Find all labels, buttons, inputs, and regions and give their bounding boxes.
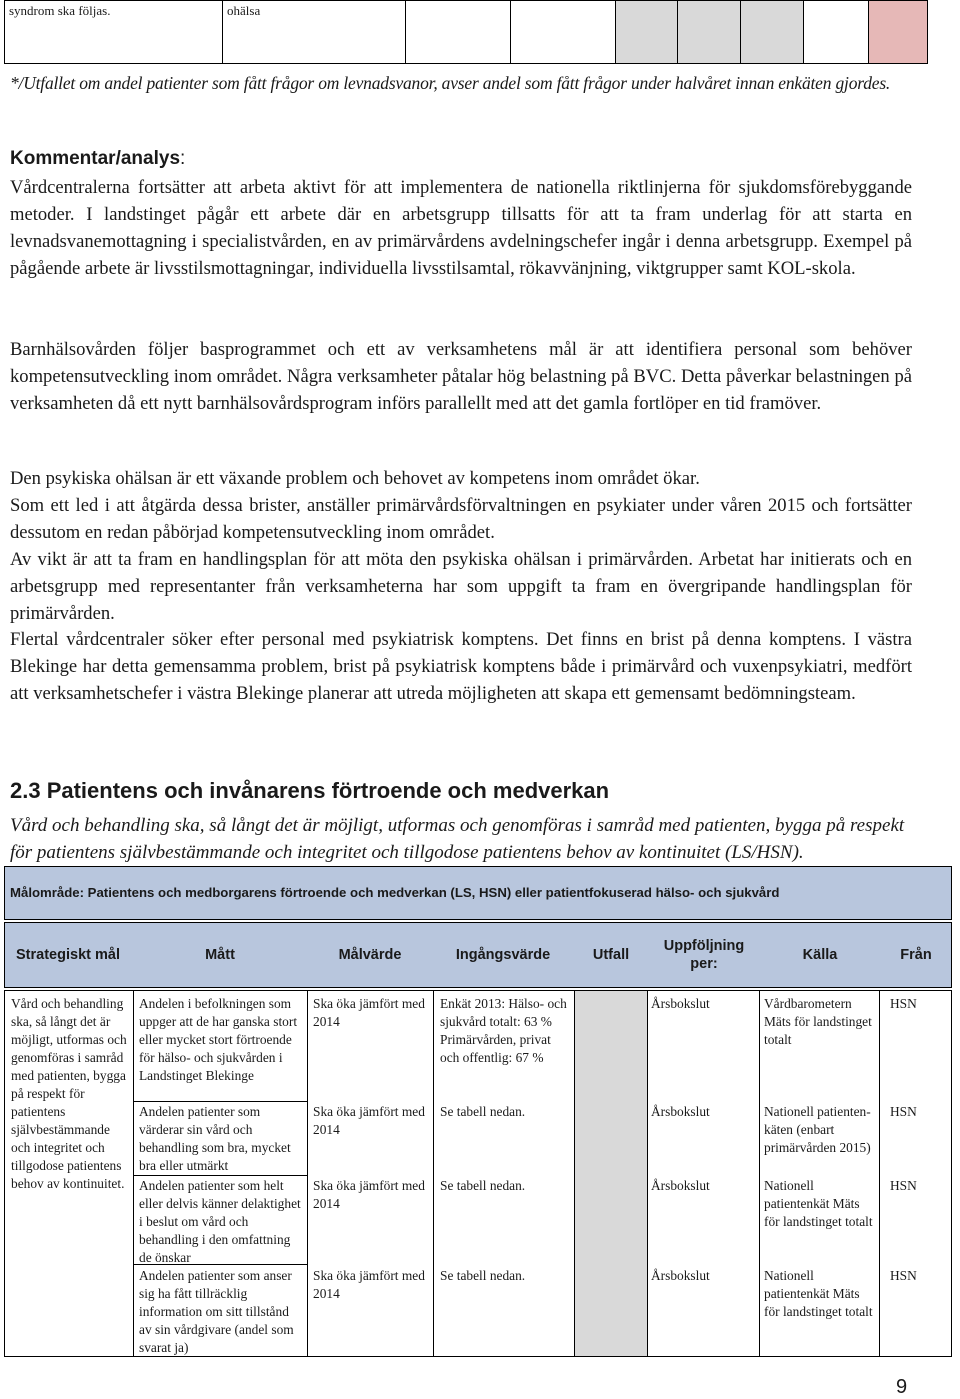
- top-table-cell-2-text: ohälsa: [227, 3, 261, 18]
- top-table-cell-1: [4, 0, 223, 64]
- row-divider: [133, 1101, 308, 1102]
- row2-matt: Andelen patienter som värderar sin vård och behandling som bra, mycket bra eller utmärkt: [139, 1104, 291, 1173]
- section-heading: 2.3 Patientens och invånarens förtroende och medverkan: [10, 778, 610, 803]
- top-table-cell-2: [222, 0, 406, 64]
- row4-kalla: Nationell patientenkät Mäts för landstinget totalt: [764, 1268, 873, 1319]
- paragraph-3c: Av vikt är att ta fram en handlingsplan för att möta den psykiska ohälsan i primärvården. Arbetat har initierats och en arbetsgrupp med representanter från verksamheterna har som uppgift ta fram en övergripande handlingsplan för primärvården.: [10, 549, 912, 624]
- row1-kalla: Vårdbarometern Mäts för landstinget totalt: [764, 996, 872, 1047]
- row1-ingangsvarde: Enkät 2013: Hälso- och sjukvård totalt: 63 % Primärvården, privat och offentlig: 67 %: [440, 996, 567, 1065]
- header-malvarde: Målvärde: [338, 947, 402, 963]
- col-divider: [759, 991, 760, 1356]
- col-divider: [433, 991, 434, 1356]
- col-divider: [133, 991, 134, 1356]
- row2-ingangsvarde: Se tabell nedan.: [440, 1104, 526, 1119]
- row3-matt: Andelen patienter som helt eller delvis känner delaktighet i beslut om vård och behandling i den omfattning de önskar: [139, 1178, 301, 1265]
- top-table-cell-8: [803, 0, 869, 64]
- kommentar-heading-text: Kommentar/analys: [10, 148, 181, 169]
- malomrade-box: [4, 866, 952, 920]
- header-kalla: Källa: [802, 947, 838, 963]
- paragraph-3b: Som ett led i att åtgärda dessa brister, anställer primärvårdsförvaltningen en psykiater under våren 2015 och fortsätter dessutom en redan påbörjad kompetensutveckling inom området.: [10, 495, 912, 543]
- row1-fran: HSN: [890, 996, 917, 1011]
- header-matt: Mått: [205, 947, 235, 963]
- row2-kalla: Nationell patientenkäten (enbart primärvården 2015): [764, 1104, 871, 1155]
- top-table-cell-red: [868, 0, 928, 64]
- top-table-cell-1-text: syndrom ska följas.: [9, 3, 111, 18]
- row1-malvarde: Ska öka jämfört med 2014: [313, 996, 425, 1029]
- header-ingangsvarde: Ingångsvärde: [455, 947, 551, 963]
- header-utfall: Utfall: [592, 947, 630, 963]
- col-divider: [307, 991, 308, 1356]
- header-uppfoljning: Uppföljning per:: [663, 938, 745, 972]
- header-fran: Från: [900, 947, 932, 963]
- row2-uppfoljning: Årsbokslut: [651, 1104, 710, 1119]
- goal-table-body: [4, 990, 952, 1357]
- footnote: */Utfallet om andel patienter som fått frågor om levnadsvanor, avser andel som fått frågor under halvåret innan enkäten gjordes.: [10, 73, 891, 93]
- top-table-cell-gray-1: [615, 0, 678, 64]
- row4-ingangsvarde: Se tabell nedan.: [440, 1268, 526, 1283]
- row-divider: [133, 1175, 308, 1176]
- col-divider: [879, 991, 880, 1356]
- row3-ingangsvarde: Se tabell nedan.: [440, 1178, 526, 1193]
- col-divider: [647, 991, 648, 1356]
- row3-kalla: Nationell patientenkät Mäts för landstinget totalt: [764, 1178, 873, 1229]
- row4-uppfoljning: Årsbokslut: [651, 1268, 710, 1283]
- top-table-cell-4: [510, 0, 616, 64]
- row4-matt: Andelen patienter som anser sig ha fått tillräcklig information om sitt tillstånd av sin vårdgivare (andel som svarat ja): [139, 1268, 294, 1355]
- page-number: 9: [896, 1376, 908, 1398]
- section-intro: Vård och behandling ska, så långt det är möjligt, utformas och genomföras i samråd med patienten, bygga på respekt för patientens självbestämmande och integritet och tillgodose patientens behov av kontinuitet (LS/HSN).: [10, 815, 905, 863]
- col-divider: [574, 991, 575, 1356]
- strategic-goal: Vård och behandling ska, så långt det är möjligt, utformas och genomföras i samråd med patienten, bygga på respekt för patientens självbestämmande och integritet och tillgodose patientens behov av kontinuitet.: [11, 996, 127, 1191]
- paragraph-3d: Flertal vårdcentraler söker efter personal med psykiatrisk komptens. Det finns en brist på denna komptens. I västra Blekinge har detta gemensamma problem, brist på psykiatrisk komptens både i primärvård och vuxenpsykiatri, medfört att verksamhetschefer i västra Blekinge planerar att utreda möjligheten att skapa ett gemensamt bedömningsteam.: [10, 629, 912, 704]
- row2-fran: HSN: [890, 1104, 917, 1119]
- header-strategiskt: Strategiskt mål: [16, 947, 120, 963]
- row3-malvarde: Ska öka jämfört med 2014: [313, 1178, 425, 1211]
- row3-uppfoljning: Årsbokslut: [651, 1178, 710, 1193]
- utfall-gray-column: [575, 991, 647, 1356]
- table-header-row: [4, 922, 952, 988]
- top-table-cell-3: [405, 0, 511, 64]
- paragraph-2: Barnhälsovården följer basprogrammet och ett av verksamhetens mål är att identifiera personal som behöver kompetensutveckling inom området. Några verksamheter påtalar hög belastning på BVC. Detta påverkar belastningen på verksamheten då ett nytt barnhälsovårdsprogram införs parallellt med att det gamla fortlöper en tid framöver.: [10, 339, 912, 414]
- paragraph-1: Vårdcentralerna fortsätter att arbeta aktivt för att implementera de nationella riktlinjerna för sjukdomsförebyggande metoder. I landstinget pågår ett arbete där en arbetsgrupp tillsatts för att ta fram underlag för att starta en levnadsvanemottagning i specialistvården, en av primärvårdens avdelningschefer ingår i denna arbetsgrupp. Exempel på pågående arbete är livsstilsmottagningar, individuella livsstilsamtal, rökavvänjning, viktgrupper samt KOL-skola.: [10, 177, 912, 279]
- top-table-cell-gray-3: [740, 0, 804, 64]
- kommentar-heading: [10, 148, 185, 170]
- row4-malvarde: Ska öka jämfört med 2014: [313, 1268, 425, 1301]
- paragraph-3a: Den psykiska ohälsan är ett växande problem och behovet av kompetens inom området ökar.: [10, 468, 700, 489]
- row2-malvarde: Ska öka jämfört med 2014: [313, 1104, 425, 1137]
- kommentar-colon: :: [180, 148, 186, 169]
- row3-fran: HSN: [890, 1178, 917, 1193]
- row4-fran: HSN: [890, 1268, 917, 1283]
- row1-matt: Andelen i befolkningen som uppger att de har ganska stort eller mycket stort förtroende för hälso- och sjukvården i Landstinget Blekinge: [139, 996, 298, 1083]
- malomrade-text: Målområde: Patientens och medborgarens förtroende och medverkan (LS, HSN) eller patientfokuserad hälso- och sjukvård: [10, 885, 780, 900]
- top-table-cell-gray-2: [677, 0, 741, 64]
- row1-uppfoljning: Årsbokslut: [651, 996, 710, 1011]
- top-table-fragment: [4, 0, 954, 66]
